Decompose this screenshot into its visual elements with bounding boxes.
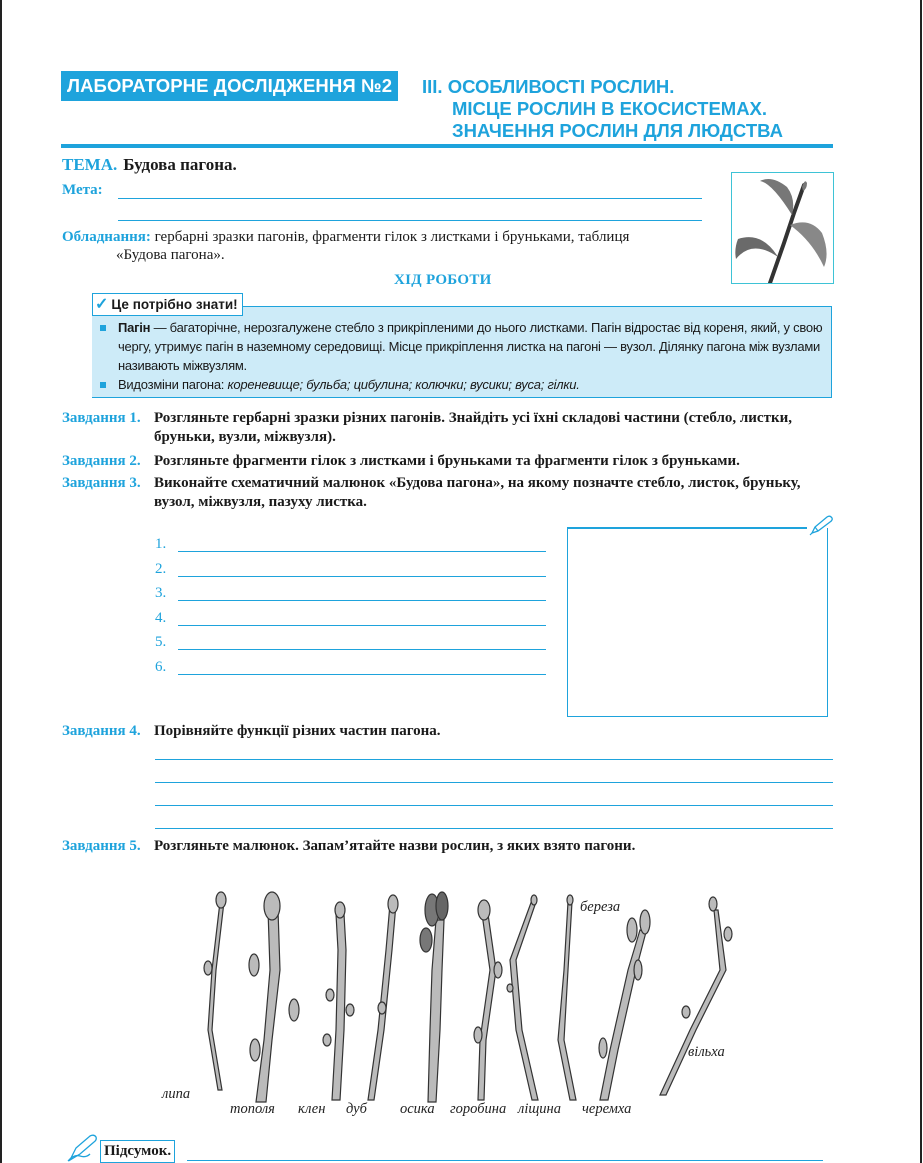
answer-line[interactable]	[178, 674, 546, 675]
equipment-text-line-1: гербарні зразки пагонів, фрагменти гілок з листками і бруньками, таблиця	[154, 229, 630, 245]
task-text-cont: вузол, міжвузля, пазуху листка.	[154, 494, 367, 510]
task-text: Розгляньте гербарні зразки різних пагонів. Знайдіть усі їхні складові частини (стебло, листки,	[154, 410, 792, 426]
task-text-cont: бруньки, вузли, міжвузля).	[154, 429, 336, 445]
section-title-line-3: ЗНАЧЕННЯ РОСЛИН ДЛЯ ЛЮДСТВА	[452, 120, 783, 141]
goal-label: Мета:	[62, 182, 103, 198]
writing-hand-icon	[66, 1134, 100, 1162]
summary-label: Підсумок.	[100, 1140, 175, 1163]
checkmark-icon: ✓	[95, 295, 109, 313]
bullet-icon	[100, 382, 106, 388]
twig-label-topolia: тополя	[230, 1101, 275, 1117]
equipment-label: Обладнання:	[62, 229, 151, 245]
task-number: Завдання 5.	[62, 838, 141, 854]
info-definition: — багаторічне, нерозгалужене стебло з прикріпленими до нього листками. Пагін відростає від кореня, який, у свою чергу, утримує пагін в наземному середовищі. Місце прикріплення листка на пагоні — вузол. Ділянку пагона між вузлами називають міжвузлям.	[118, 320, 823, 373]
twig-label-dub: дуб	[346, 1101, 367, 1117]
answer-number: 3.	[155, 585, 167, 602]
task-text: Розгляньте малюнок. Запам’ятайте назви рослин, з яких взято пагони.	[154, 838, 636, 854]
twigs-drawing-icon	[160, 890, 780, 1120]
answer-number: 5.	[155, 634, 167, 651]
twig-label-osyka: осика	[400, 1101, 435, 1117]
task-text: Розгляньте фрагменти гілок з листками і бруньками та фрагменти гілок з бруньками.	[154, 453, 740, 469]
info-mod-label: Видозміни пагона:	[118, 377, 228, 392]
equipment	[62, 228, 722, 264]
info-mod-list: кореневище; бульба; цибулина; колючки; вусики; вуса; гілки.	[227, 377, 580, 392]
task-text: Виконайте схематичний малюнок «Будова пагона», на якому позначте стебло, листок, бруньку,	[154, 475, 801, 491]
task-1	[62, 409, 837, 447]
page-edge-left	[0, 0, 2, 1163]
section-title-line-1: ІІІ. ОСОБЛИВОСТІ РОСЛИН.	[422, 76, 675, 97]
task-4-answer-line-2[interactable]	[155, 782, 833, 783]
header-divider	[61, 144, 833, 148]
info-box-title: Це потрібно знати!	[111, 296, 238, 312]
topic	[62, 155, 237, 175]
task-number: Завдання 2.	[62, 453, 141, 469]
twig-label-lishchyna: ліщина	[518, 1101, 561, 1117]
task-5	[62, 837, 837, 856]
answer-line[interactable]	[178, 576, 546, 577]
twig-label-gorobyna: горобина	[450, 1101, 507, 1117]
task-number: Завдання 1.	[62, 410, 141, 426]
answer-number: 2.	[155, 560, 167, 577]
shoot-image-icon	[732, 173, 833, 283]
task-4-answer-line-3[interactable]	[155, 805, 833, 806]
twig-label-bereza: береза	[580, 899, 621, 915]
section-title-line-2: МІСЦЕ РОСЛИН В ЕКОСИСТЕМАХ.	[452, 98, 768, 119]
answer-line[interactable]	[178, 551, 546, 552]
page-edge-right	[920, 0, 922, 1163]
drawing-area[interactable]	[567, 528, 828, 717]
topic-value: Будова пагона.	[123, 155, 237, 174]
task-2	[62, 452, 837, 471]
section-title	[422, 76, 783, 142]
answer-line[interactable]	[178, 649, 546, 650]
answer-line[interactable]	[178, 625, 546, 626]
pencil-icon	[808, 514, 834, 536]
twig-label-vilkha: вільха	[688, 1044, 725, 1060]
lab-badge: ЛАБОРАТОРНЕ ДОСЛІДЖЕННЯ №2	[61, 71, 398, 101]
task-3	[62, 474, 837, 512]
answer-number: 4.	[155, 609, 167, 626]
info-item-shoot	[100, 318, 830, 375]
equipment-text-line-2: «Будова пагона».	[116, 247, 225, 263]
shoot-photo	[731, 172, 834, 284]
task-4-answer-line-4[interactable]	[155, 828, 833, 829]
info-box-content	[100, 318, 830, 394]
goal-answer-line-2[interactable]	[118, 220, 702, 221]
task-text: Порівняйте функції різних частин пагона.	[154, 723, 441, 739]
task-4	[62, 722, 837, 741]
twig-label-klen: клен	[298, 1101, 326, 1117]
answer-number: 1.	[155, 536, 167, 552]
answer-line[interactable]	[178, 600, 546, 601]
bullet-icon	[100, 325, 106, 331]
task-4-answer-line-1[interactable]	[155, 759, 833, 760]
twig-label-lipa: липа	[162, 1086, 191, 1102]
procedure-heading: ХІД РОБОТИ	[394, 272, 492, 288]
answer-number: 6.	[155, 658, 167, 675]
task-number: Завдання 4.	[62, 723, 141, 739]
topic-label: ТЕМА.	[62, 155, 118, 174]
twig-label-cheremkha: черемха	[582, 1101, 632, 1117]
info-term: Пагін	[118, 320, 151, 335]
summary-answer-line[interactable]	[187, 1160, 823, 1161]
info-box-tab	[92, 293, 243, 316]
twigs-illustration	[160, 890, 780, 1120]
task-number: Завдання 3.	[62, 475, 141, 491]
goal-answer-line-1[interactable]	[118, 198, 702, 199]
info-item-modifications	[100, 375, 830, 394]
